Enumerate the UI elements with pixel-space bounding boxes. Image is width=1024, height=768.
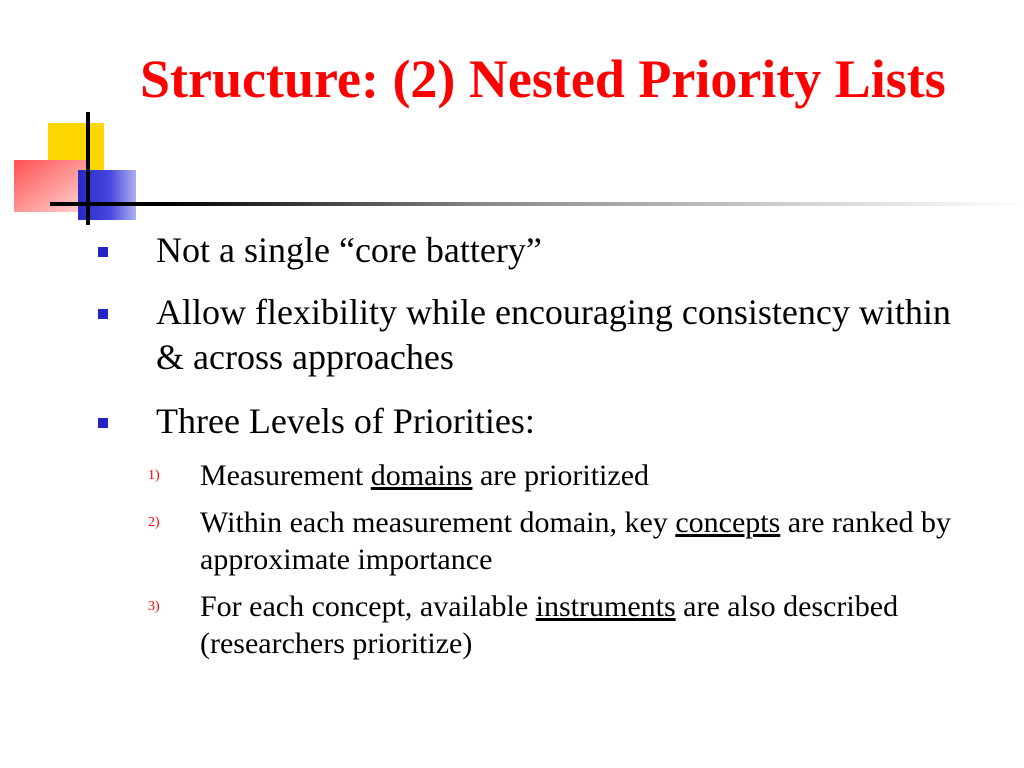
bullet-item: [0, 399, 1024, 457]
sub-list-item: [0, 588, 1024, 672]
underlined-term: instruments: [535, 590, 676, 623]
sub-item-number: 3): [148, 599, 160, 614]
bullet-text: Allow flexibility while encouraging consistency within & across approaches: [156, 292, 951, 377]
bullet-text: Three Levels of Priorities:: [156, 401, 535, 441]
sub-item-text: For each concept, available instruments are also described (researchers prioritize): [200, 590, 899, 660]
underlined-term: domains: [370, 459, 473, 492]
sub-list-item: [0, 504, 1024, 588]
sub-item-number: 1): [148, 468, 160, 483]
decor-horizontal-line: [50, 202, 1024, 206]
bullet-item: [0, 290, 1024, 399]
sub-item-text: Measurement domains are prioritized: [200, 459, 650, 492]
underlined-term: concepts: [675, 506, 781, 539]
sub-item-number: 2): [148, 515, 160, 530]
sub-list-item: [0, 457, 1024, 504]
square-bullet-icon: [98, 309, 108, 319]
square-bullet-icon: [98, 247, 108, 257]
slide-title: Structure: (2) Nested Priority Lists: [140, 49, 946, 109]
decor-vertical-line: [86, 112, 90, 225]
bullet-text: Not a single “core battery”: [156, 230, 542, 270]
bullet-list: [0, 228, 1024, 672]
bullet-item: [0, 228, 1024, 290]
sub-item-text: Within each measurement domain, key concepts are ranked by approximate importance: [200, 506, 952, 576]
square-bullet-icon: [98, 418, 108, 428]
